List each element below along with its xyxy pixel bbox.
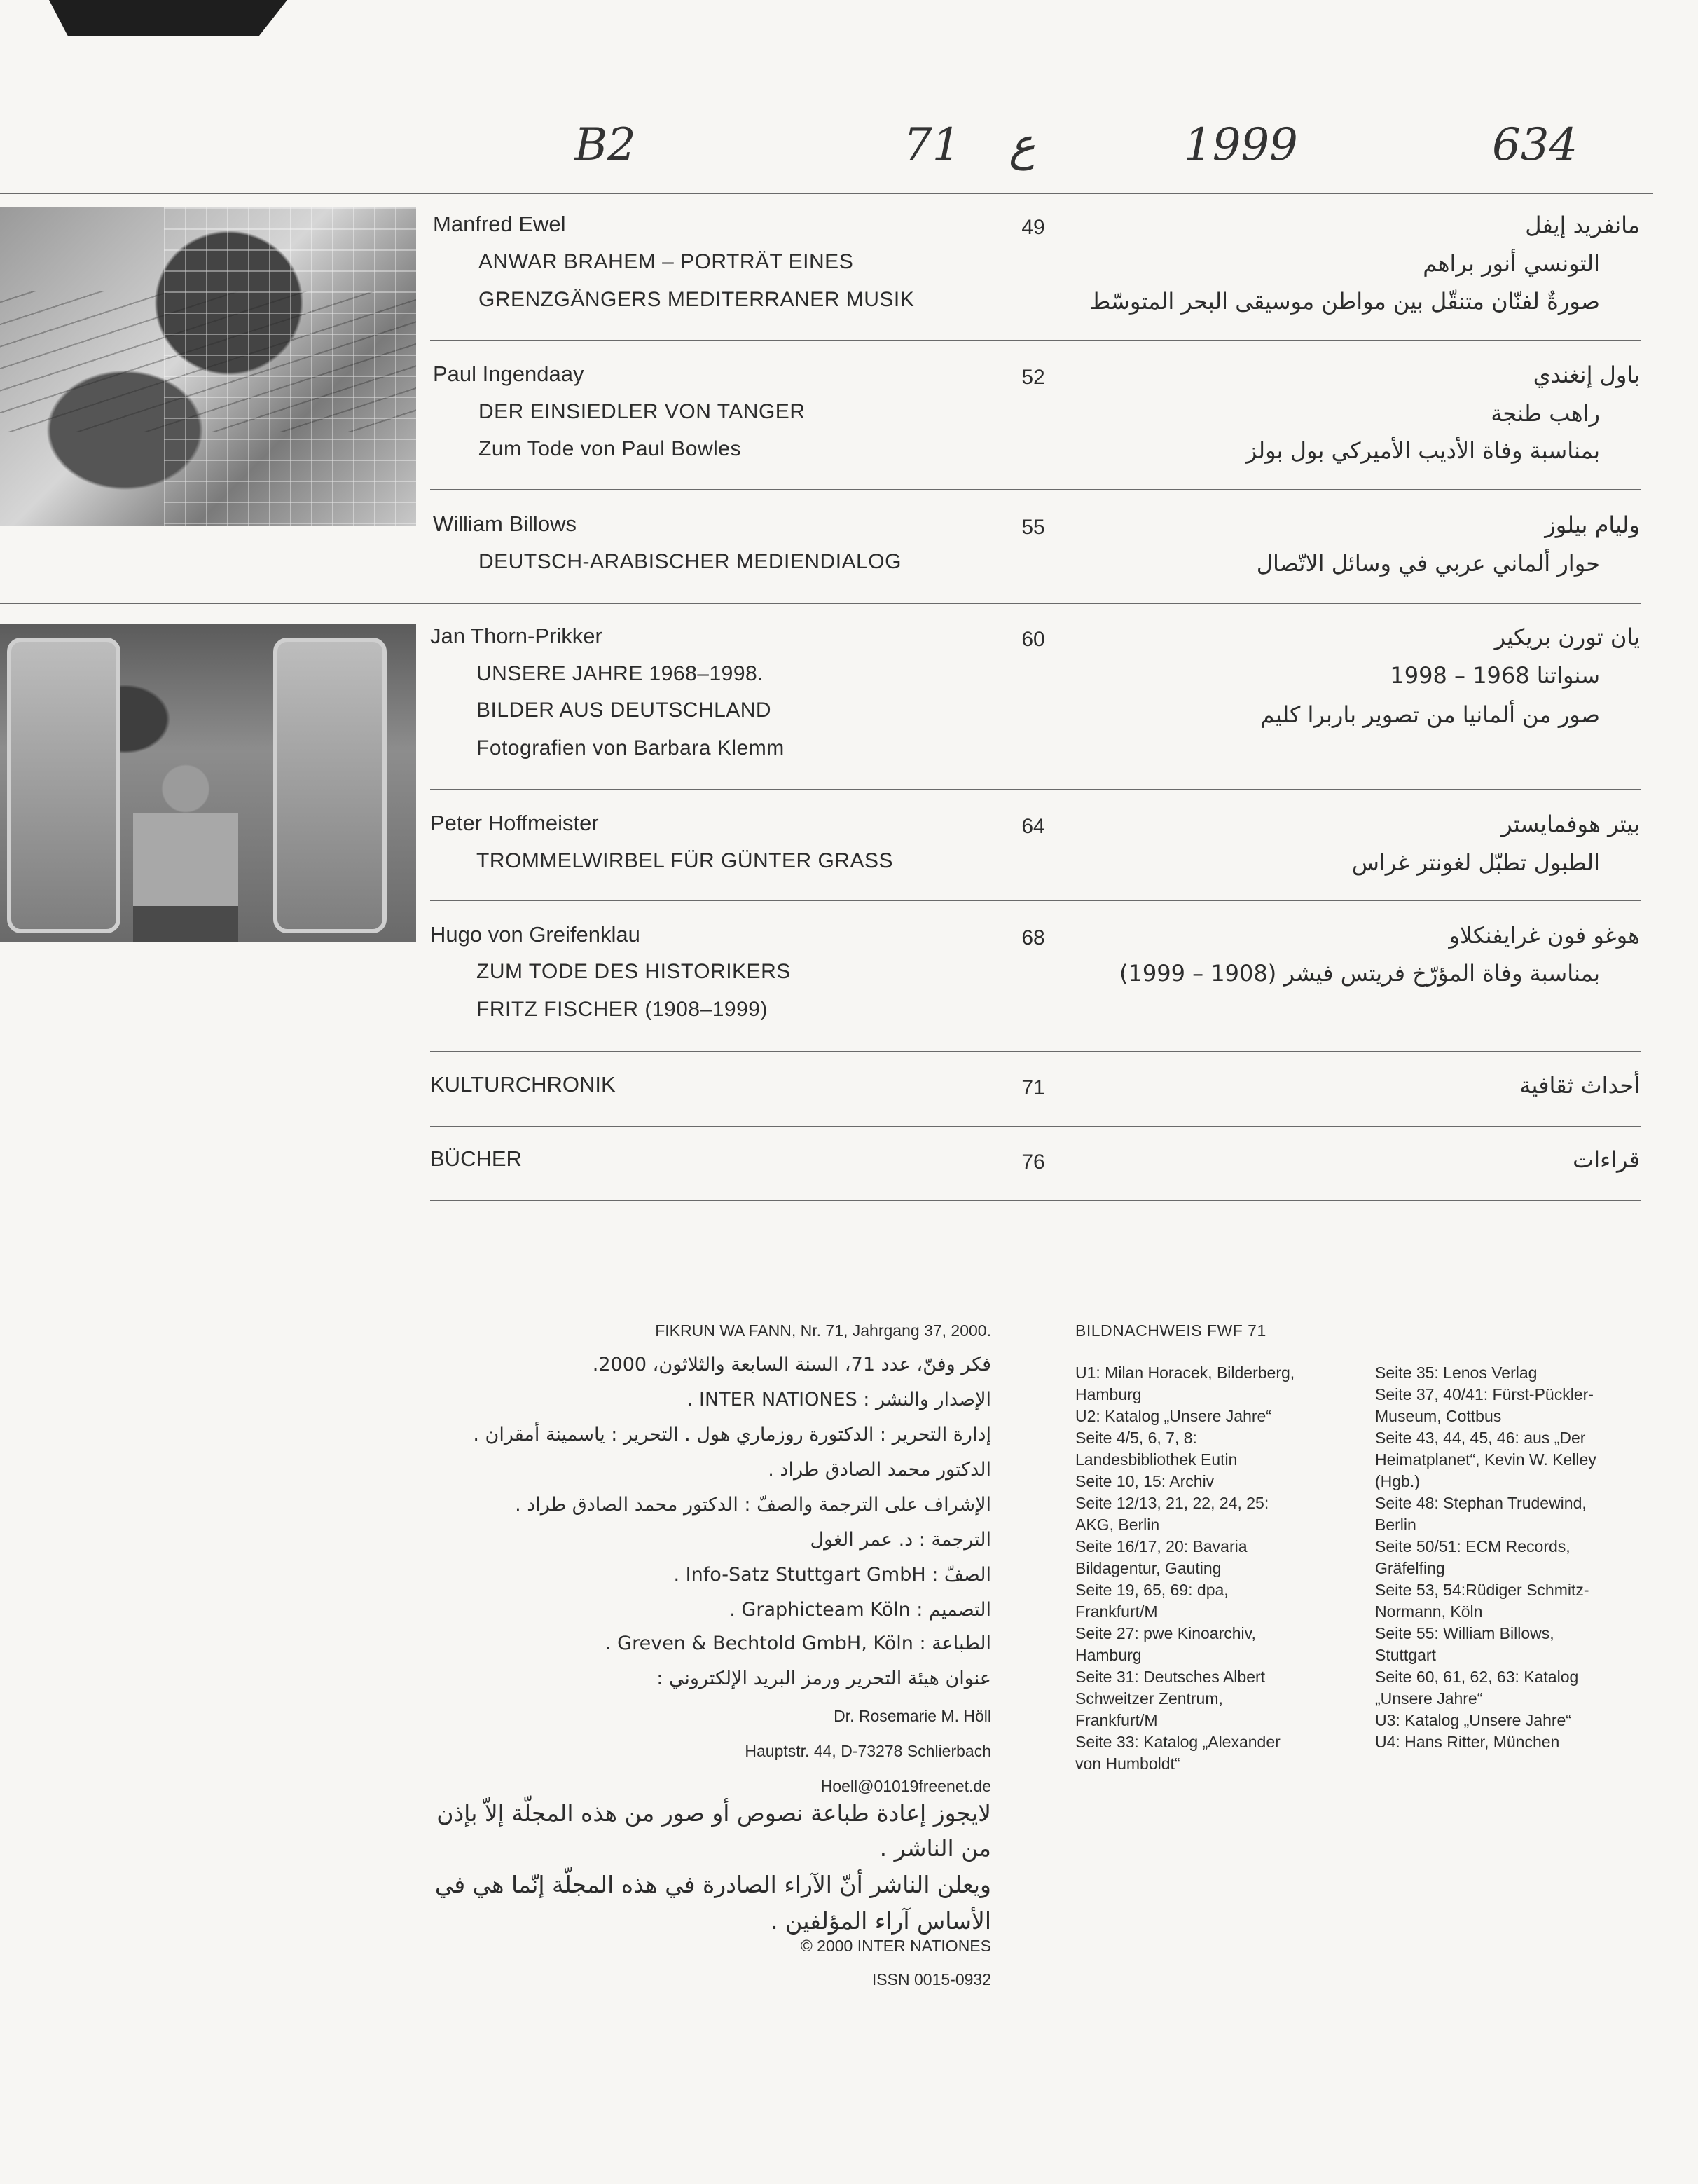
- colophon-arabic: الترجمة : د. عمر الغول: [810, 1529, 991, 1551]
- handwritten-note: B2: [574, 119, 636, 171]
- toc-page-number: 49: [1021, 216, 1045, 239]
- toc-title-arabic: راهب طنجة: [1491, 400, 1600, 427]
- colophon-arabic: إدارة التحرير : الدكتورة روزماري هول . التحرير : ياسمينة أمقران .: [473, 1424, 991, 1445]
- colophon-notice: ويعلن الناشر أنّ الآراء الصادرة في هذه المجلّة إنّما هي في: [434, 1871, 991, 1898]
- toc-title-line: FRITZ FISCHER (1908–1999): [476, 998, 768, 1021]
- toc-page-number: 68: [1021, 926, 1045, 949]
- toc-author-arabic: بيتر هوفمايستر: [1501, 811, 1640, 837]
- toc-title-arabic: صورةٌ لفنّان متنقّل بين مواطن موسيقى البحر المتوسّط: [1089, 288, 1600, 315]
- toc-page-number: 64: [1021, 815, 1045, 838]
- toc-author-arabic: مانفريد إيفل: [1525, 212, 1640, 238]
- divider: [430, 1051, 1641, 1052]
- toc-title-line: GRENZGÄNGERS MEDITERRANER MUSIK: [478, 288, 915, 311]
- oud-photo: [0, 207, 416, 526]
- toc-title-line: BILDER AUS DEUTSCHLAND: [476, 699, 772, 722]
- toc-title-line: Fotografien von Barbara Klemm: [476, 736, 785, 760]
- toc-section-title: BÜCHER: [430, 1146, 522, 1171]
- toc-page-number: 52: [1021, 366, 1045, 389]
- toc-title-arabic: حوار ألماني عربي في وسائل الاتّصال: [1256, 550, 1600, 577]
- toc-author-arabic: وليام بيلوز: [1545, 511, 1640, 538]
- colophon-arabic: فكر وفنّ، عدد 71، السنة السابعة والثلاثون، 2000.: [592, 1354, 991, 1375]
- colophon-notice: الأساس آراء المؤلفين .: [771, 1907, 991, 1935]
- portrait-photo: [0, 624, 416, 942]
- handwritten-note: 1999: [1184, 119, 1298, 171]
- toc-title-line: DER EINSIEDLER VON TANGER: [478, 400, 806, 423]
- divider: [0, 193, 1653, 194]
- toc-title-line: ZUM TODE DES HISTORIKERS: [476, 960, 791, 983]
- colophon-line: FIKRUN WA FANN, Nr. 71, Jahrgang 37, 2000.: [655, 1321, 991, 1340]
- toc-title-line: Zum Tode von Paul Bowles: [478, 437, 741, 460]
- divider: [430, 900, 1641, 901]
- toc-author: Peter Hoffmeister: [430, 811, 599, 835]
- toc-section-title-arabic: قراءات: [1573, 1146, 1640, 1173]
- divider: [430, 489, 1641, 490]
- toc-author: William Billows: [433, 511, 577, 536]
- colophon-arabic: الدكتور محمد الصادق طراد .: [768, 1459, 991, 1481]
- toc-title-line: TROMMELWIRBEL FÜR GÜNTER GRASS: [476, 849, 894, 872]
- toc-section-title-arabic: أحداث ثقافية: [1519, 1072, 1640, 1099]
- handwritten-note: ع: [1009, 119, 1036, 171]
- colophon-notice: من الناشر .: [879, 1834, 991, 1862]
- colophon-arabic: الإصدار والنشر : INTER NATIONES .: [686, 1389, 991, 1410]
- toc-title-arabic: الطبول تطبّل لغونتر غراس: [1351, 849, 1600, 876]
- toc-title-arabic: بمناسبة وفاة الأديب الأميركي بول بولز: [1245, 437, 1600, 464]
- toc-author: Paul Ingendaay: [433, 362, 584, 386]
- colophon-arabic: الطباعة : Greven & Bechtold GmbH, Köln .: [605, 1633, 991, 1654]
- colophon-notice: لايجوز إعادة طباعة نصوص أو صور من هذه المجلّة إلاّ بإذن: [436, 1799, 991, 1827]
- divider: [430, 1200, 1641, 1201]
- toc-title-arabic: بمناسبة وفاة المؤرّخ فريتس فيشر (1908 – 1999): [1119, 960, 1600, 987]
- colophon-arabic: عنوان هيئة التحرير ورمز البريد الإلكتروني :: [656, 1668, 991, 1689]
- colophon-arabic: التصميم : Graphicteam Köln .: [729, 1599, 991, 1621]
- toc-title-line: DEUTSCH-ARABISCHER MEDIENDIALOG: [478, 550, 902, 573]
- credits-column: U1: Milan Horacek, Bilderberg, Hamburg U2: Katalog „Unsere Jahre“ Seite 4/5, 6, 7, 8: Landesbibliothek Eutin Seite 10, 15: Archiv Seite 12/13, 21, 22, 24, 25: AKG, Berlin Seite 16/17, 20: Bavaria Bildagentur, Gauting Seite 19, 65, 69: dpa, Frankfurt/M Seite 27: pwe Kinoarchiv, Hamburg Seite 31: Deutsches Albert Schweitzer Zentrum, Frankfurt/M Seite 33: Katalog „Alexander von Humboldt“: [1075, 1364, 1295, 1773]
- toc-section-title: KULTURCHRONIK: [430, 1072, 616, 1097]
- toc-title-line: ANWAR BRAHEM – PORTRÄT EINES: [478, 250, 854, 273]
- divider: [0, 603, 1641, 604]
- divider: [430, 1126, 1641, 1127]
- colophon-address: Dr. Rosemarie M. Höll: [834, 1707, 991, 1725]
- colophon-arabic: الإشراف على الترجمة والصفّ : الدكتور محمد الصادق طراد .: [515, 1494, 991, 1516]
- toc-author: Hugo von Greifenklau: [430, 922, 640, 947]
- toc-title-line: UNSERE JAHRE 1968–1998.: [476, 662, 764, 685]
- colophon-issn: ISSN 0015-0932: [871, 1970, 991, 1989]
- colophon-email: Hoell@01019freenet.de: [820, 1777, 991, 1795]
- credits-title: BILDNACHWEIS FWF 71: [1075, 1321, 1266, 1340]
- toc-author: Manfred Ewel: [433, 212, 566, 236]
- toc-author-arabic: يان تورن بريكير: [1494, 624, 1640, 650]
- divider: [430, 340, 1641, 341]
- toc-page-number: 71: [1021, 1076, 1045, 1099]
- colophon-copyright: © 2000 INTER NATIONES: [800, 1937, 991, 1955]
- toc-page-number: 76: [1021, 1151, 1045, 1174]
- toc-title-arabic: سنواتنا 1968 – 1998: [1390, 662, 1600, 689]
- divider: [430, 789, 1641, 790]
- handwritten-note: 71: [904, 119, 961, 171]
- toc-author-arabic: باول إنغندي: [1533, 362, 1640, 388]
- toc-page-number: 55: [1021, 516, 1045, 539]
- handwritten-note: 634: [1492, 119, 1578, 171]
- toc-page-number: 60: [1021, 628, 1045, 651]
- toc-author-arabic: هوغو فون غرايفنكلاو: [1449, 922, 1640, 949]
- colophon-arabic: الصفّ : Info-Satz Stuttgart GmbH .: [673, 1564, 991, 1586]
- header-tab: [49, 0, 287, 36]
- toc-title-arabic: صور من ألمانيا من تصوير باربرا كليم: [1260, 701, 1600, 728]
- credits-column: Seite 35: Lenos Verlag Seite 37, 40/41: Fürst-Pückler- Museum, Cottbus Seite 43, 44, 45, 46: aus „Der Heimatplanet“, Kevin W. Kelley (Hgb.) Seite 48: Stephan Trudewind, Berlin Seite 50/51: ECM Records, Gräfelfing Seite 53, 54:Rüdiger Schmitz- Normann, Köln Seite 55: William Billows, Stuttgart Seite 60, 61, 62, 63: Katalog „Unsere Jahre“ U3: Katalog „Unsere Jahre“ U4: Hans Ritter, München: [1375, 1364, 1596, 1751]
- colophon-address: Hauptstr. 44, D-73278 Schlierbach: [745, 1742, 991, 1760]
- toc-author: Jan Thorn-Prikker: [430, 624, 602, 648]
- toc-title-arabic: التونسي أنور براهم: [1423, 250, 1600, 277]
